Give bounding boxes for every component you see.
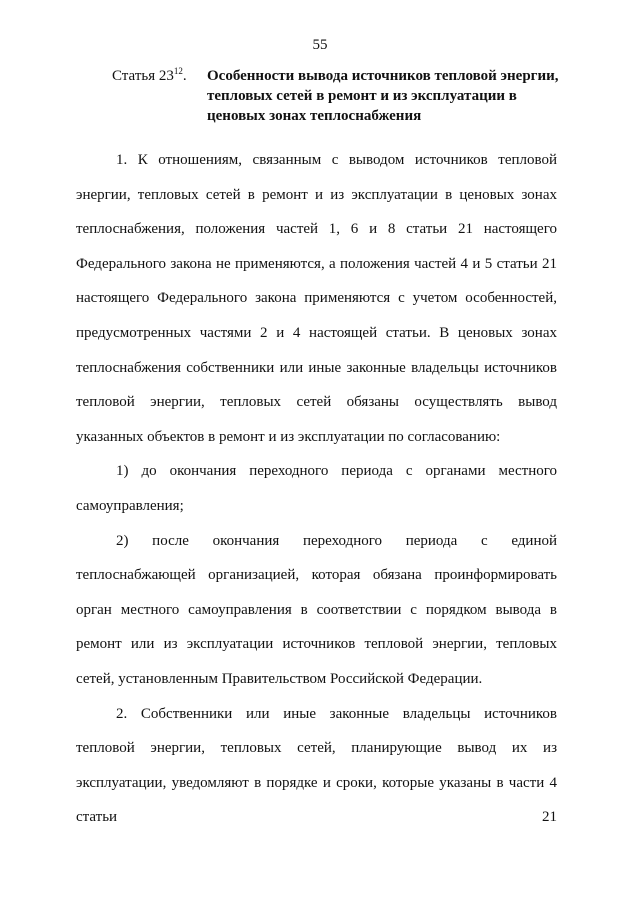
page-number: 55 — [312, 37, 328, 53]
article-label — [112, 66, 187, 86]
article-label-suffix: . — [182, 68, 187, 84]
body-text — [76, 143, 557, 835]
paragraph-4: 2. Собственники или иные законные владельцы источников тепловой энергии, тепловых сетей, планирующие вывод их из эксплуатации, уведомляют в порядке и сроки, которые указаны в части 4 статьи 21 — [76, 705, 557, 826]
article-title-line-2: тепловых сетей в ремонт и из эксплуатации в — [207, 88, 517, 104]
paragraph-3: 2) после окончания переходного периода с единой теплоснабжающей организацией, которая обязана проинформировать орган местного самоуправления в соответствии с порядком вывода в ремонт или из эксплуатации источников тепловой энергии, тепловых сетей, установленным Правительством Российской Федерации. — [76, 532, 557, 687]
paragraph-1: 1. К отношениям, связанным с выводом источников тепловой энергии, тепловых сетей в ремонт и из эксплуатации в ценовых зонах теплоснабжения, положения частей 1, 6 и 8 статьи 21 настоящего Федерального закона не применяются, а положения частей 4 и 5 статьи 21 настоящего Федерального закона применяются с учетом особенностей, предусмотренных частями 2 и 4 настоящей статьи. В ценовых зонах теплоснабжения собственники или иные законные владельцы источников тепловой энергии, тепловых сетей обязаны осуществлять вывод указанных объектов в ремонт и из эксплуатации по согласованию: — [76, 152, 557, 445]
paragraph-2: 1) до окончания переходного периода с органами местного самоуправления; — [76, 463, 557, 514]
article-label-prefix: Статья 23 — [112, 68, 174, 84]
article-title-line-3: ценовых зонах теплоснабжения — [207, 108, 422, 124]
article-title — [207, 66, 587, 126]
article-label-sup: 12 — [173, 66, 183, 76]
article-title-line-1: Особенности вывода источников тепловой энергии, — [207, 68, 559, 84]
